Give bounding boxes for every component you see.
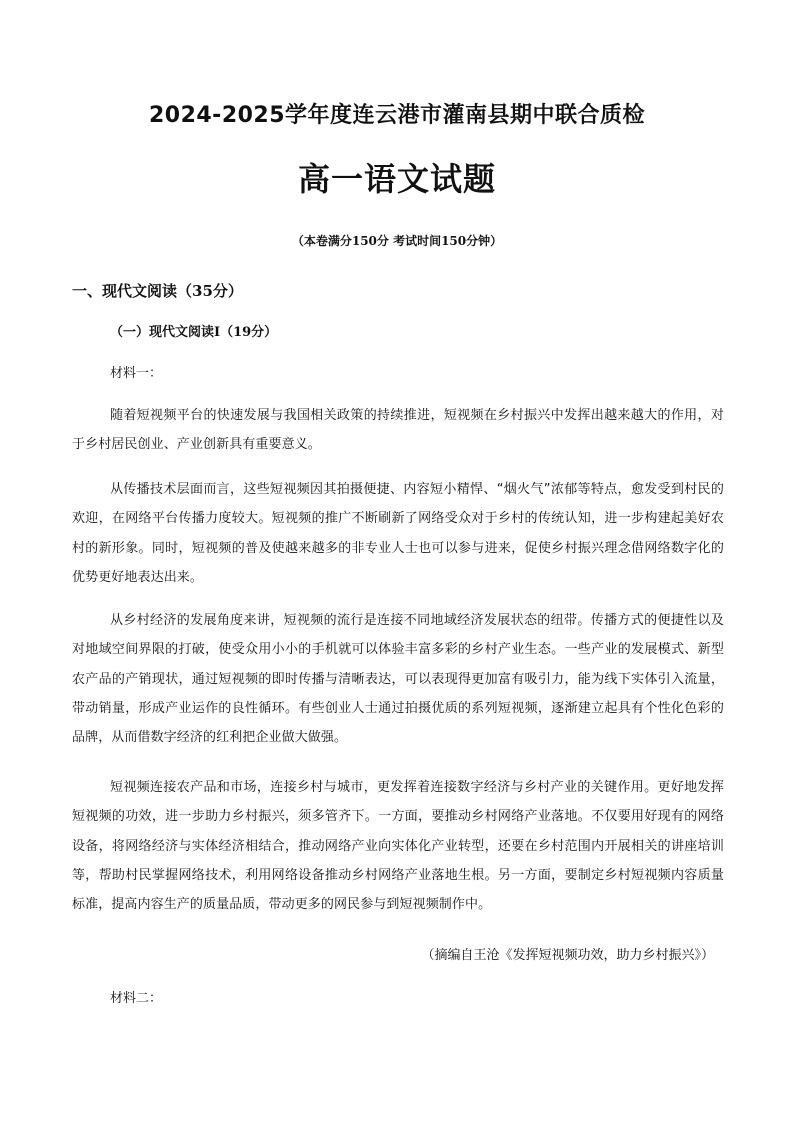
material-two-label: 材料二：	[110, 991, 163, 1006]
section-subheading: （一）现代文阅读Ⅰ（19分）	[110, 325, 278, 340]
paragraph-2: 从传播技术层面而言，这些短视频因其拍摄便捷、内容短小精悍、“烟火气”浓郁等特点，愈发受到村民的欢迎，在网络平台传播力度较大。短视频的推广不断刷新了网络受众对于乡村的传统认知，进一步构建起美好农村的新形象。同时，短视频的普及使越来越多的非专业人士也可以参与进来，促使乡村振兴理念借网络数字化的优势更好地表达出来。	[72, 482, 724, 585]
exam-title: 2024-2025学年度连云港市灌南县期中联合质检	[148, 103, 646, 128]
paragraph-3: 从乡村经济的发展角度来讲，短视频的流行是连接不同地域经济发展状态的纽带。传播方式的便捷性以及对地域空间界限的打破，使受众用小小的手机就可以体验丰富多彩的乡村产业生态。一些产业的发展模式、新型农产品的产销现状，通过短视频的即时传播与清晰表达，可以表现得更加富有吸引力，能为线下实体引入流量，带动销量，形成产业运作的良性循环。有些创业人士通过拍摄优质的系列短视频，逐渐建立起具有个性化色彩的品牌，从而借数字经济的红利把企业做大做强。	[72, 613, 724, 746]
material-one-source: （摘编自王沧《发挥短视频功效，助力乡村振兴》）	[421, 948, 714, 963]
paragraph-4: 短视频连接农产品和市场，连接乡村与城市，更发挥着连接数字经济与乡村产业的关键作用。更好地发挥短视频的功效，进一步助力乡村振兴，须多管齐下。一方面，要推动乡村网络产业落地。不仅要用好现有的网络设备，将网络经济与实体经济相结合，推动网络产业向实体化产业转型，还要在乡村范围内开展相关的讲座培训等，帮助村民掌握网络技术，利用网络设备推动乡村网络产业落地生根。另一方面，要制定乡村短视频内容质量标准，提高内容生产的质量品质，带动更多的网民参与到短视频制作中。	[72, 780, 724, 913]
material-one-label: 材料一：	[110, 366, 163, 381]
exam-subtitle: 高一语文试题	[297, 160, 496, 198]
exam-info: （本卷满分150分 考试时间150分钟）	[291, 234, 503, 248]
paragraph-1: 随着短视频平台的快速发展与我国相关政策的持续推进，短视频在乡村振兴中发挥出越来越大的作用，对于乡村居民创业、产业创新具有重要意义。	[72, 408, 724, 453]
section-heading: 一、现代文阅读（35分）	[72, 282, 243, 300]
